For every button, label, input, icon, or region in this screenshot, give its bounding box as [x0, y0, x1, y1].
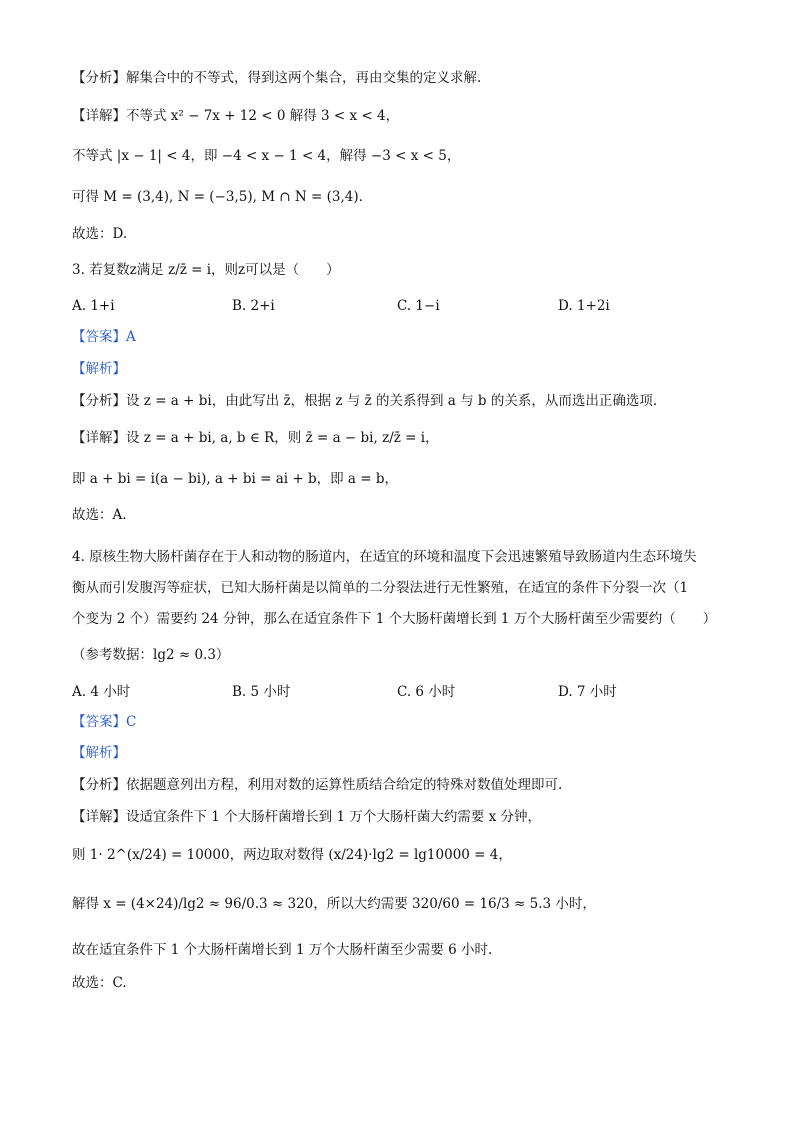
option-c: C. 6 小时 — [397, 684, 456, 700]
analysis-q4: 【分析】依据题意列出方程，利用对数的运算性质结合给定的特殊对数值处理即可. — [72, 777, 563, 793]
option-a: A. 1+i — [72, 298, 115, 314]
analysis-q3: 【分析】设 z = a + bi，由此写出 z̄，根据 z 与 z̄ 的关系得到 a 与 b 的关系，从而选出正确选项. — [72, 393, 658, 409]
answer-q4: 【答案】C — [72, 714, 137, 730]
question-4-line2: 衡从而引发腹泻等症状，已知大肠杆菌是以简单的二分裂法进行无性繁殖，在适宜的条件下分裂一次（1 — [72, 580, 689, 596]
detail-q3-line2: 即 a + bi = i(a − bi), a + bi = ai + b，即 a = b， — [72, 471, 398, 487]
question-3: 3. 若复数z满足 z/z̄ = i，则z可以是（ ） — [72, 262, 340, 278]
reference-data: （参考数据：lg2 ≈ 0.3） — [72, 647, 230, 663]
answer-choice-q3: 故选：A. — [72, 507, 127, 523]
detail-q4-line3: 解得 x = (4×24)/lg2 ≈ 96/0.3 ≈ 320，所以大约需要 320/60 = 16/3 ≈ 5.3 小时， — [72, 896, 596, 912]
detail-q2-line1: 【详解】不等式 x² − 7x + 12 < 0 解得 3 < x < 4， — [72, 108, 400, 124]
detail-q3-line1: 【详解】设 z = a + bi, a, b ∈ R，则 z̄ = a − bi, z/z̄ = i， — [72, 430, 439, 446]
answer-q3: 【答案】A — [72, 329, 136, 345]
analysis-q2: 【分析】解集合中的不等式，得到这两个集合，再由交集的定义求解. — [72, 70, 482, 86]
explanation-heading-q4: 【解析】 — [72, 745, 126, 761]
options-q4 — [72, 683, 734, 701]
option-b: B. 5 小时 — [232, 684, 291, 700]
option-d: D. 1+2i — [558, 298, 610, 314]
options-q3 — [72, 297, 734, 315]
option-d: D. 7 小时 — [558, 684, 617, 700]
detail-q4-line1: 【详解】设适宜条件下 1 个大肠杆菌增长到 1 万个大肠杆菌大约需要 x 分钟， — [72, 809, 542, 825]
question-4-line1: 4. 原核生物大肠杆菌存在于人和动物的肠道内，在适宜的环境和温度下会迅速繁殖导致肠道内生态环境失 — [72, 549, 697, 565]
detail-q4-line2: 则 1· 2^(x/24) = 10000，两边取对数得 (x/24)·lg2 = lg10000 = 4， — [72, 847, 512, 863]
detail-q2-line2: 不等式 |x − 1| < 4，即 −4 < x − 1 < 4，解得 −3 < x < 5， — [72, 148, 461, 164]
question-4-line3: 个变为 2 个）需要约 24 分钟，那么在适宜条件下 1 个大肠杆菌增长到 1 万个大肠杆菌至少需要约（ ） — [72, 611, 717, 627]
detail-q2-line3: 可得 M = (3,4), N = (−3,5), M ∩ N = (3,4)． — [72, 189, 373, 205]
option-a: A. 4 小时 — [72, 684, 131, 700]
detail-q4-line4: 故在适宜条件下 1 个大肠杆菌增长到 1 万个大肠杆菌至少需要 6 小时. — [72, 942, 493, 958]
answer-choice-q4: 故选：C. — [72, 975, 127, 991]
answer-choice-q2: 故选：D. — [72, 226, 128, 242]
option-c: C. 1−i — [397, 298, 440, 314]
explanation-heading-q3: 【解析】 — [72, 361, 126, 377]
option-b: B. 2+i — [232, 298, 275, 314]
